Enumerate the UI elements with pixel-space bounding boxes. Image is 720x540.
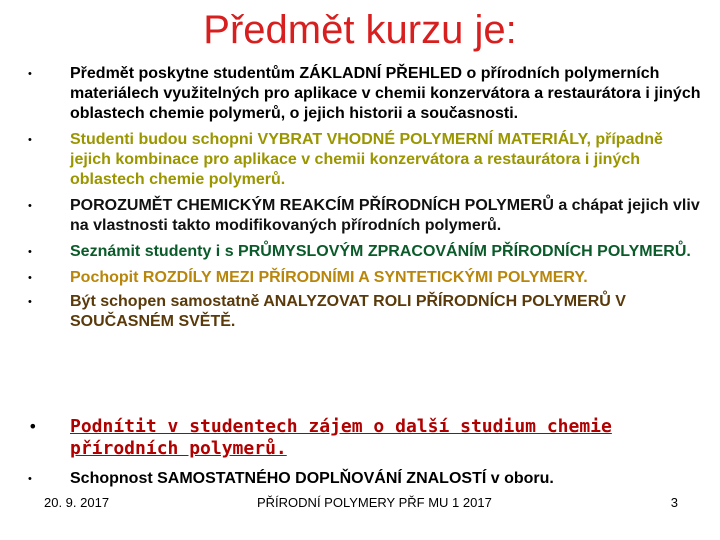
bullet-dot-icon: • <box>28 246 32 258</box>
bullet-text: Seznámit studenty i s PRŮMYSLOVÝM ZPRACOVÁNÍM PŘÍRODNÍCH POLYMERŮ. <box>70 243 691 260</box>
bullet-item <box>26 196 706 236</box>
last-bullet-text: Schopnost SAMOSTATNÉHO DOPLŇOVÁNÍ ZNALOSTÍ v oboru. <box>70 470 554 487</box>
footer-course: PŘÍRODNÍ POLYMERY PŘF MU 1 2017 <box>257 495 492 510</box>
bullet-text: Studenti budou schopni VYBRAT VHODNÉ POLYMERNÍ MATERIÁLY, případně jejich kombinace pro aplikace v chemii konzervátora a restaurátora i jiných oblastech chemie polymerů. <box>70 131 663 188</box>
bullet-dot-icon: • <box>28 473 32 485</box>
highlight-bullet <box>26 416 706 460</box>
slide-title: Předmět kurzu je: <box>203 8 517 52</box>
footer-date: 20. 9. 2017 <box>44 495 110 510</box>
bullet-text: Být schopen samostatně ANALYZOVAT ROLI PŘÍRODNÍCH POLYMERŮ V SOUČASNÉM SVĚTĚ. <box>70 293 626 330</box>
bullet-dot-icon: • <box>28 68 32 80</box>
bullet-item <box>26 268 706 288</box>
bullet-item <box>26 64 706 124</box>
last-bullet <box>26 469 706 489</box>
bullet-text: Pochopit ROZDÍLY MEZI PŘÍRODNÍMI A SYNTETICKÝMI POLYMERY. <box>70 269 588 286</box>
bullet-item <box>26 130 706 190</box>
bullet-dot-icon: • <box>28 417 38 436</box>
bullet-dot-icon: • <box>28 272 32 284</box>
bullet-item <box>26 242 706 262</box>
highlight-bullet-text: Podnítit v studentech zájem o další studium chemie přírodních polymerů. <box>70 416 612 459</box>
bullet-dot-icon: • <box>28 134 32 146</box>
bullet-text: Předmět poskytne studentům ZÁKLADNÍ PŘEHLED o přírodních polymerních materiálech využitelných pro aplikace v chemii konzervátora a restaurátora i jiných oblastech chemie polymerů, o jejich historii a současnosti. <box>70 65 701 122</box>
bullet-item <box>26 292 706 332</box>
bullet-list <box>26 62 706 332</box>
footer-page-number: 3 <box>670 495 678 510</box>
bullet-text: POROZUMĚT CHEMICKÝM REAKCÍM PŘÍRODNÍCH POLYMERŮ a chápat jejich vliv na vlastnosti takto modifikovaných přírodních polymerů. <box>70 197 700 234</box>
bullet-dot-icon: • <box>28 200 32 212</box>
bullet-dot-icon: • <box>28 296 32 308</box>
